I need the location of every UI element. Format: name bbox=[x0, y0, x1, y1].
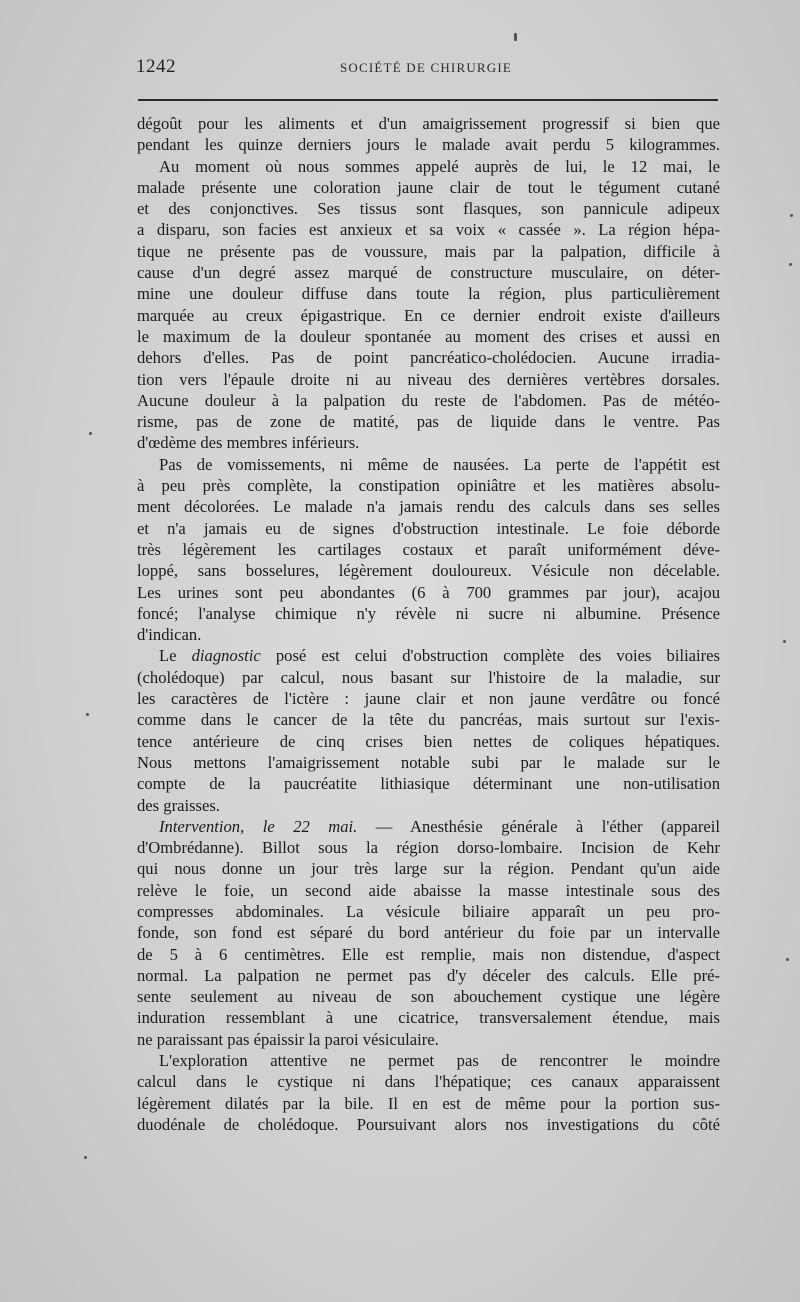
text-line: compresses abdominales. La vésicule biliaire apparaît un peu pro- bbox=[137, 901, 720, 921]
text-line: sente seulement au niveau de son abouchement cystique une légère bbox=[137, 987, 720, 1007]
text-line: et n'a jamais eu de signes d'obstruction intestinale. Le foie déborde bbox=[137, 518, 720, 538]
text-line: (cholédoque) par calcul, nous basant sur l'histoire de la maladie, sur bbox=[137, 667, 720, 687]
scan-speck bbox=[514, 33, 517, 41]
scan-speck bbox=[783, 640, 786, 643]
text-line: tence antérieure de cinq crises bien nettes de coliques hépatiques. bbox=[137, 731, 720, 751]
text-line: normal. La palpation ne permet pas d'y déceler des calculs. Elle pré- bbox=[137, 965, 720, 985]
text-line: Le diagnostic posé est celui d'obstruction complète des voies biliaires bbox=[159, 646, 720, 666]
text-line: ne paraissant pas épaissir la paroi vésiculaire. bbox=[137, 1029, 439, 1049]
text-line: très légèrement les cartilages costaux et paraît uniformément déve- bbox=[137, 539, 720, 559]
body-text bbox=[137, 113, 720, 1135]
text-line: malade présente une coloration jaune clair de tout le tégument cutané bbox=[137, 177, 720, 197]
text-line: dehors d'elles. Pas de point pancréatico-cholédocien. Aucune irradia- bbox=[137, 348, 720, 368]
text-line: qui nous donne un jour très large sur la région. Pendant qu'un aide bbox=[137, 859, 720, 879]
text-line: L'exploration attentive ne permet pas de rencontrer le moindre bbox=[159, 1051, 720, 1071]
text-line: tique ne présente pas de voussure, mais par la palpation, difficile à bbox=[137, 241, 720, 261]
page-number: 1242 bbox=[136, 56, 176, 77]
text-line: induration ressemblant à une cicatrice, transversalement étendue, mais bbox=[137, 1008, 720, 1028]
running-title: SOCIÉTÉ DE CHIRURGIE bbox=[340, 60, 513, 75]
text-line: mine une douleur diffuse dans toute la région, plus particulièrement bbox=[137, 284, 720, 304]
text-line: a disparu, son facies est anxieux et sa voix « cassée ». La région hépa- bbox=[137, 220, 720, 240]
text-line: foncé; l'analyse chimique n'y révèle ni sucre ni albumine. Présence bbox=[137, 603, 720, 623]
text-line: de 5 à 6 centimètres. Elle est remplie, mais non distendue, d'aspect bbox=[137, 944, 720, 964]
scan-speck bbox=[89, 432, 92, 435]
text-line: marquée au creux épigastrique. En ce dernier endroit existe d'ailleurs bbox=[137, 305, 720, 325]
text-line: ment décolorées. Le malade n'a jamais rendu des calculs dans ses selles bbox=[137, 497, 720, 517]
text-line: légèrement dilatés par la bile. Il en est de même pour la portion sus- bbox=[137, 1093, 720, 1113]
text-line: dégoût pour les aliments et d'un amaigrissement progressif si bien que bbox=[137, 114, 720, 133]
text-line: calcul dans le cystique ni dans l'hépatique; ces canaux apparaissent bbox=[137, 1072, 720, 1092]
text-line: d'indican. bbox=[137, 625, 202, 645]
text-line: comme dans le cancer de la tête du pancréas, mais surtout sur l'exis- bbox=[137, 710, 720, 730]
scan-speck bbox=[790, 214, 793, 217]
text-line: Nous mettons l'amaigrissement notable subi par le malade sur le bbox=[137, 752, 720, 772]
text-line: d'Ombrédanne). Billot sous la région dorso-lombaire. Incision de Kehr bbox=[137, 838, 720, 858]
text-line: compte de la paucréatite lithiasique déterminant une non-utilisation bbox=[137, 774, 720, 794]
text-line: loppé, sans bosselures, légèrement douloureux. Vésicule non décelable. bbox=[137, 561, 720, 581]
header-rule bbox=[138, 99, 718, 101]
text-line: le maximum de la douleur spontanée au moment des crises et aussi en bbox=[137, 326, 720, 346]
text-line: tion vers l'épaule droite ni au niveau des dernières vertèbres dorsales. bbox=[137, 369, 720, 389]
text-line: et des conjonctives. Ses tissus sont flasques, son pannicule adipeux bbox=[137, 199, 720, 219]
italic-text: diagnostic bbox=[191, 646, 261, 666]
text-line: Au moment où nous sommes appelé auprès de lui, le 12 mai, le bbox=[159, 156, 720, 176]
text-line: les caractères de l'ictère : jaune clair et non jaune verdâtre ou foncé bbox=[137, 689, 720, 709]
text-line: risme, pas de zone de matité, pas de liquide dans le ventre. Pas bbox=[137, 412, 720, 432]
italic-text: Intervention, le 22 mai. bbox=[159, 816, 358, 836]
scan-speck bbox=[786, 958, 789, 961]
scan-speck bbox=[86, 713, 89, 716]
scan-speck bbox=[789, 263, 792, 266]
text-line: pendant les quinze derniers jours le malade avait perdu 5 kilogrammes. bbox=[137, 135, 720, 155]
text-line: des graisses. bbox=[137, 795, 220, 815]
text-line: Intervention, le 22 mai. — Anesthésie générale à l'éther (appareil bbox=[159, 816, 720, 836]
text-line: fonde, son fond est séparé du bord antérieur du foie par un intervalle bbox=[137, 923, 720, 943]
text-line: relève le foie, un second aide abaisse la masse intestinale sous des bbox=[137, 880, 720, 900]
text-line: Les urines sont peu abondantes (6 à 700 grammes par jour), acajou bbox=[137, 582, 720, 602]
text-line: cause d'un degré assez marqué de constructure musculaire, on déter- bbox=[137, 263, 720, 283]
text-line: Pas de vomissements, ni même de nausées. La perte de l'appétit est bbox=[159, 454, 720, 474]
scan-speck bbox=[84, 1156, 87, 1159]
text-line: duodénale de cholédoque. Poursuivant alors nos investigations du côté bbox=[137, 1114, 720, 1134]
text-line: Aucune douleur à la palpation du reste de l'abdomen. Pas de météo- bbox=[137, 390, 720, 410]
page-header bbox=[136, 56, 718, 84]
text-line: à peu près complète, la constipation opiniâtre et les matières absolu- bbox=[137, 476, 720, 496]
text-line: d'œdème des membres inférieurs. bbox=[137, 433, 360, 453]
